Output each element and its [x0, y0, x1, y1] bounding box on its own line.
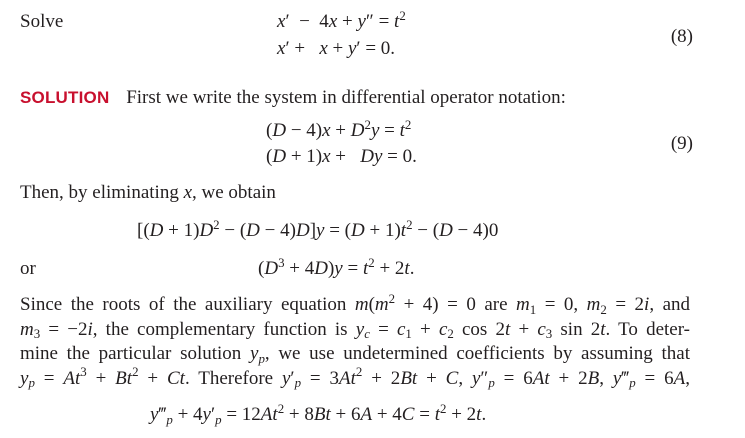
operator-eq-9-line-2: (D + 1)x + Dy = 0.: [266, 146, 417, 167]
eliminating-text: Then, by eliminating x, we obtain: [20, 182, 276, 203]
equation-number-9: (9): [670, 133, 693, 154]
system-eq-8-line-2: x′ + x + y′ = 0.: [277, 38, 396, 59]
solution-heading-line: [20, 87, 566, 110]
eliminated-equation: $[(D + 1)D^2 - (D - 4)D]y = (D + 1)t^2 - (D - 4)0$: [137, 216, 499, 241]
paragraph-line-2: $m_3 = -2i$, the complementary function is $y_c = c_1 + c_2$ $\cos 2t + c_3$ sin 2t. To deter-: [20, 318, 690, 342]
system-eq-8-line-1: $x' - 4x + y'' = t^2$: [277, 7, 406, 32]
solution-intro: First we write the system in differential operator notation:: [126, 87, 566, 108]
final-equation: $y‴_p + 4y'_p = 12At^2 + 8Bt + 6A + 4C = t^2 + 2t$.: [150, 400, 487, 427]
paragraph-line-4: $y_p = At^3 + Bt^2 + Ct$. Therefore $y'_p = 3At^2 + 2Bt + C$, $y''_p = 6At + 2B$, $y‴_p = 6A$,: [20, 364, 690, 391]
complementary-paragraph: [20, 290, 691, 391]
paragraph-line-1: Since the roots of the auxiliary equation $m(m^2 + 4) = 0$ are $m_1 = 0$, $m_2 = 2i$, and: [20, 290, 691, 317]
problem-label: Solve: [20, 11, 64, 32]
reduced-equation: $(D^3 + 4D)y = t^2 + 2t$.: [258, 254, 415, 279]
solution-heading: SOLUTION: [20, 88, 110, 107]
paragraph-line-3: mine the particular solution $y_p$, we use undetermined coefficients by assuming that: [20, 343, 690, 366]
or-text: or: [20, 258, 36, 279]
equation-number-8: (8): [670, 26, 693, 47]
operator-eq-9-line-1: $(D - 4)x + D^2y = t^2$: [266, 116, 412, 141]
